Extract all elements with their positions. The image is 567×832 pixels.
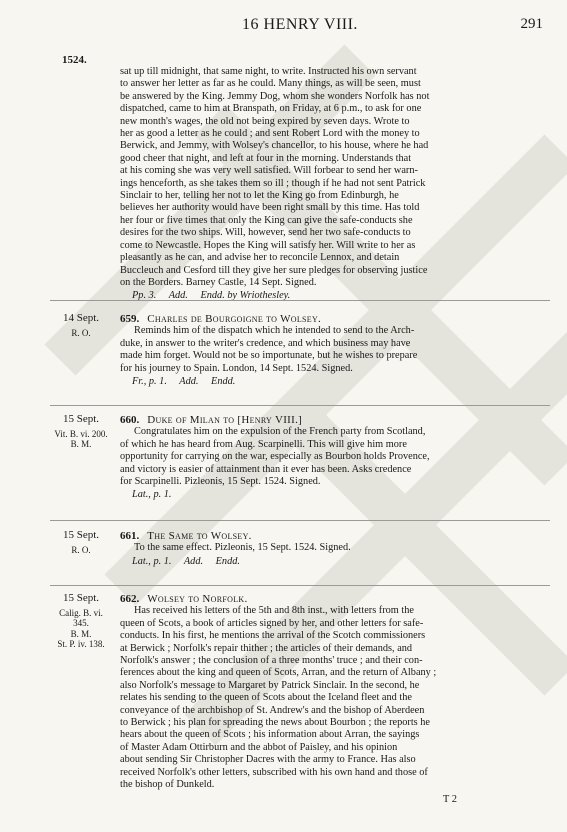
text-line: of which he has heard from Aug. Scarpinelli. This will give him more: [120, 438, 407, 450]
text-line: the bishop of Dunkeld.: [120, 779, 215, 791]
entry-661: [120, 530, 544, 568]
text-line: at his coming she was very well satisfied. Will forbear to send her warn-: [120, 165, 418, 177]
entry-heading: 659. Charles de Bourgoigne to Wolsey.: [120, 313, 322, 325]
page-header: [0, 16, 567, 38]
text-line: queen of Scots, a book of articles signed by her, and other letters for safe-: [120, 617, 424, 629]
text-line: duke, in answer to the writer's credence, and which business may have: [120, 337, 411, 349]
text-line: ings henceforth, as she takes them so ill ; though if he had not sent Patrick: [120, 177, 426, 189]
entry-date: 15 Sept.: [62, 413, 100, 425]
entry-heading: 660. Duke of Milan to [Henry VIII.]: [120, 414, 303, 426]
text-line: opportunity for carrying on the war, especially as Bourbon holds Provence,: [120, 451, 430, 463]
text-line: hears about the queen of Scots ; his information about Arran, the sayings: [120, 729, 420, 741]
document-meta: Lat., p. 1. Add. Endd.: [132, 555, 240, 567]
text-line: ferences about the king and queen of Scots, Arran, and the return of Albany ;: [120, 667, 437, 679]
text-line: received Norfolk's other letters, subscribed with his own hand and those of: [120, 766, 428, 778]
text-line: Berwick, and Jemmy, with Wolsey's chancellor, to his house, where he had: [120, 140, 429, 152]
text-line: Reminds him of the dispatch which he intended to send to the Arch-: [134, 325, 415, 337]
margin-reference: 15 Sept. R. O.: [50, 530, 112, 555]
text-line: Norfolk's answer ; the conclusion of a three months' truce ; and their con-: [120, 655, 423, 667]
entry-divider: [50, 300, 550, 301]
text-line: conveyance of the archbishop of St. Andrew's and the bishop of Aberdeen: [120, 704, 425, 716]
text-line: on the Borders. Barney Castle, 14 Sept. Signed.: [120, 276, 317, 288]
text-line: new month's wages, the old not being expired by seven days. Wrote to: [120, 115, 410, 127]
text-line: at Berwick ; Norfolk's repair thither ; the articles of their demands, and: [120, 642, 413, 654]
text-line: her four or five times that only the King can give the safe-conducts she: [120, 214, 413, 226]
entry-662: [120, 593, 544, 792]
entry-divider: [50, 585, 550, 586]
text-line: and victory is easier of attainment than it ever has been. Asks credence: [120, 463, 412, 475]
text-line: conducts. In his first, he mentions the arrival of the Scotch commissioners: [120, 630, 426, 642]
margin-reference: 15 Sept. Vit. B. vi. 200. B. M.: [50, 414, 112, 450]
text-line: to answer her letter as far as he could. Many things, as will be seen, must: [120, 78, 421, 90]
entry-divider: [50, 405, 550, 406]
entry-divider: [50, 520, 550, 521]
document-meta: Pp. 3. Add. Endd. by Wriothesley.: [132, 290, 291, 302]
entry-heading: 661. The Same to Wolsey.: [120, 530, 252, 542]
document-meta: Fr., p. 1. Add. Endd.: [132, 376, 236, 388]
entry-heading: 662. Wolsey to Norfolk.: [120, 593, 248, 605]
text-line: Congratulates him on the expulsion of the French party from Scotland,: [134, 426, 426, 438]
text-line: sat up till midnight, that same night, to write. Instructed his own servant: [120, 66, 417, 77]
text-line: Buccleuch and Cesford till they give her sure pledges for observing justice: [120, 264, 428, 276]
text-line: for Scarpinelli. Pizleonis, 15 Sept. 1524. Signed.: [120, 476, 321, 488]
text-line: about sending Sir Christopher Dacres with the army to France. Has also: [120, 754, 416, 766]
margin-reference: 14 Sept. R. O.: [50, 313, 112, 338]
entry-date: 15 Sept.: [62, 592, 100, 604]
margin-reference: 15 Sept. Calig. B. vi. 345. B. M. St. P. iv. 138.: [50, 593, 112, 650]
document-meta: Lat., p. 1.: [132, 489, 172, 501]
text-line: for his journey to Spain. London, 14 Sept. 1524. Signed.: [120, 362, 353, 374]
text-line: To the same effect. Pizleonis, 15 Sept. 1524. Signed.: [134, 542, 351, 554]
text-line: made him forget. Would not be so importunate, but he wishes to prepare: [120, 350, 418, 362]
running-title: 16 HENRY VIII.: [242, 16, 358, 33]
signature-mark: T 2: [442, 794, 457, 805]
page-number: 291: [520, 16, 543, 32]
entry-659: [120, 313, 544, 388]
text-line: her as good a letter as he could ; and sent Robert Lord with the money to: [120, 128, 420, 140]
text-line: of Master Adam Ottirburn and the abbot of Paisley, and his opinion: [120, 741, 398, 753]
text-line: dispatched, came to him at Branspath, on Friday, at 6 p.m., to ask for one: [120, 103, 422, 115]
text-line: pleasantly as he can, and advise her to reconcile Lennox, and detain: [120, 252, 400, 264]
text-line: be answered by the King. Jemmy Dog, whom she wonders Norfolk has not: [120, 90, 430, 102]
year-marker: 1524.: [62, 54, 87, 66]
text-line: believes her authority would have been right small by this time. Has told: [120, 202, 420, 214]
entry-660: [120, 414, 544, 502]
text-line: relates his sending to the queen of Scots about the Iceland fleet and the: [120, 692, 412, 704]
text-line: to Berwick ; his plan for spreading the news about Bourbon ; the reports he: [120, 717, 430, 729]
text-line: Has received his letters of the 5th and 8th inst., with letters from the: [134, 605, 414, 617]
text-line: come to Newcastle. Hopes the King will satisfy her. Will write to her as: [120, 239, 416, 251]
text-line: also Norfolk's message to Margaret by Patrick Sinclair. In the second, he: [120, 679, 420, 691]
continued-entry-text: [120, 66, 544, 303]
text-line: good cheer that night, and left at four in the morning. Understands that: [120, 152, 412, 164]
text-line: Sinclair to her, telling her not to let the King go from Edinburgh, he: [120, 190, 399, 202]
entry-date: 15 Sept.: [62, 529, 100, 541]
text-line: desires for the two ships. Will, however, send her two safe-conducts to: [120, 227, 411, 239]
entry-date: 14 Sept.: [62, 312, 100, 324]
